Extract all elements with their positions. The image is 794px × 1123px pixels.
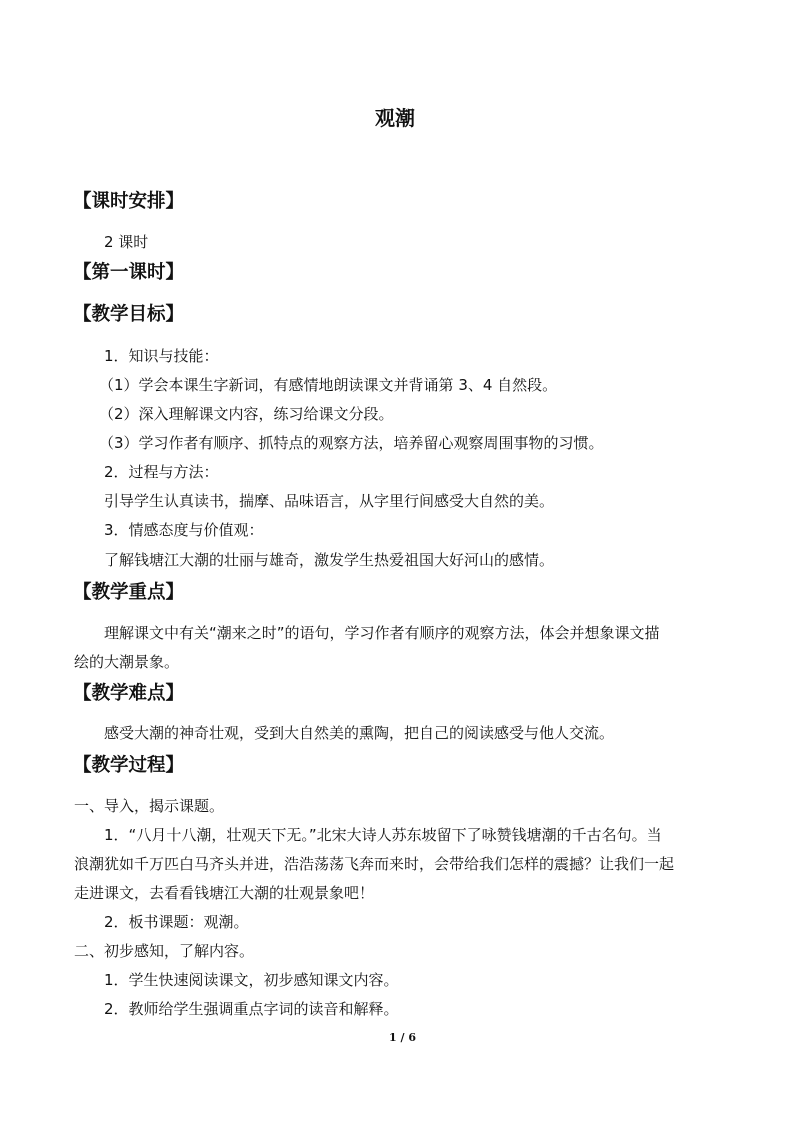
schedule-heading: 【课时安排】: [73, 191, 185, 212]
process-section2-title: 二、初步感知，了解内容。: [74, 942, 255, 960]
objective-1-label: 1．知识与技能：: [104, 347, 219, 365]
schedule-text: 2 课时: [104, 233, 149, 251]
process-s1-item2: 2．板书课题：观潮。: [104, 913, 249, 931]
process-s1-item1-line3: 走进课文，去看看钱塘江大潮的壮观景象吧！: [74, 884, 375, 902]
process-s1-item1-line1: 1．“八月十八潮，壮观天下无。”北宋大诗人苏东坡留下了咏赞钱塘潮的千古名句。当: [104, 826, 662, 844]
process-s2-item2: 2．教师给学生强调重点字词的读音和解释。: [104, 1000, 399, 1018]
process-s1-item1-line2: 浪潮犹如千万匹白马齐头并进，浩浩荡荡飞奔而来时，会带给我们怎样的震撼？让我们一起: [74, 855, 675, 873]
objectives-heading: 【教学目标】: [73, 304, 185, 325]
key-points-line1: 理解课文中有关“潮来之时”的语句，学习作者有顺序的观察方法，体会并想象课文描: [104, 624, 660, 642]
page-number: 1 / 6: [389, 1031, 416, 1044]
objective-1-sub1: （1）学会本课生字新词，有感情地朗读课文并背诵第 3、4 自然段。: [99, 376, 558, 394]
key-points-line2: 绘的大潮景象。: [74, 653, 180, 671]
objective-2-label: 2．过程与方法：: [104, 463, 219, 481]
process-s2-item1: 1．学生快速阅读课文，初步感知课文内容。: [104, 971, 399, 989]
process-section1-title: 一、导入，揭示课题。: [74, 797, 225, 815]
first-lesson-heading: 【第一课时】: [73, 262, 185, 283]
objective-3-label: 3．情感态度与价值观：: [104, 521, 264, 539]
objective-3-text: 了解钱塘江大潮的壮丽与雄奇，激发学生热爱祖国大好河山的感情。: [104, 551, 555, 569]
difficulties-text: 感受大潮的神奇壮观，受到大自然美的熏陶，把自己的阅读感受与他人交流。: [104, 724, 615, 742]
objective-2-text: 引导学生认真读书，揣摩、品味语言，从字里行间感受大自然的美。: [104, 492, 555, 510]
difficulties-heading: 【教学难点】: [73, 683, 185, 704]
key-points-heading: 【教学重点】: [73, 582, 185, 603]
objective-1-sub2: （2）深入理解课文内容，练习给课文分段。: [99, 405, 394, 423]
page-title: 观潮: [375, 106, 415, 130]
objective-1-sub3: （3）学习作者有顺序、抓特点的观察方法，培养留心观察周围事物的习惯。: [99, 434, 604, 452]
process-heading: 【教学过程】: [73, 755, 185, 776]
